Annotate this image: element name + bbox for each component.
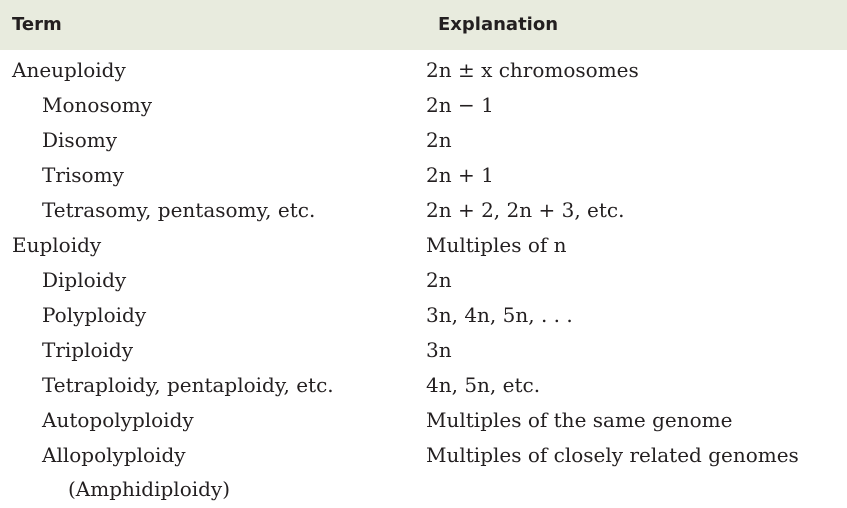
explanation-cell: 2n <box>426 128 452 152</box>
table-row <box>0 88 847 122</box>
term-cell: Triploidy <box>42 338 134 362</box>
table-row <box>0 298 847 332</box>
header-term: Term <box>12 14 62 35</box>
term-cell: (Amphidiploidy) <box>68 477 231 501</box>
term-cell: Polyploidy <box>42 303 147 327</box>
term-cell: Disomy <box>42 128 117 152</box>
table-row <box>0 438 847 472</box>
table-row <box>0 193 847 227</box>
table-row <box>0 123 847 157</box>
table-row <box>0 472 847 506</box>
explanation-cell: 2n − 1 <box>426 93 494 117</box>
explanation-cell: 4n, 5n, etc. <box>426 373 541 397</box>
explanation-cell: 3n, 4n, 5n, . . . <box>426 303 573 327</box>
explanation-cell: 2n <box>426 268 452 292</box>
explanation-cell: 3n <box>426 338 452 362</box>
table-row <box>0 263 847 297</box>
explanation-cell: Multiples of the same genome <box>426 408 733 432</box>
term-cell: Allopolyploidy <box>42 443 186 467</box>
table-header <box>0 0 847 50</box>
table-row <box>0 403 847 437</box>
term-cell: Diploidy <box>42 268 127 292</box>
table-row <box>0 158 847 192</box>
table-row <box>0 228 847 262</box>
term-cell: Autopolyploidy <box>42 408 194 432</box>
explanation-cell: 2n + 1 <box>426 163 494 187</box>
term-cell: Euploidy <box>12 233 102 257</box>
term-cell: Aneuploidy <box>12 58 126 82</box>
explanation-cell: Multiples of closely related genomes <box>426 443 799 467</box>
table-row <box>0 333 847 367</box>
term-cell: Tetrasomy, pentasomy, etc. <box>42 198 316 222</box>
header-explanation: Explanation <box>438 14 559 35</box>
table-row <box>0 368 847 402</box>
term-cell: Tetraploidy, pentaploidy, etc. <box>42 373 334 397</box>
explanation-cell: 2n ± x chromosomes <box>426 58 639 82</box>
term-cell: Monosomy <box>42 93 153 117</box>
explanation-cell: 2n + 2, 2n + 3, etc. <box>426 198 625 222</box>
explanation-cell: Multiples of n <box>426 233 567 257</box>
term-cell: Trisomy <box>42 163 124 187</box>
table-row <box>0 53 847 87</box>
